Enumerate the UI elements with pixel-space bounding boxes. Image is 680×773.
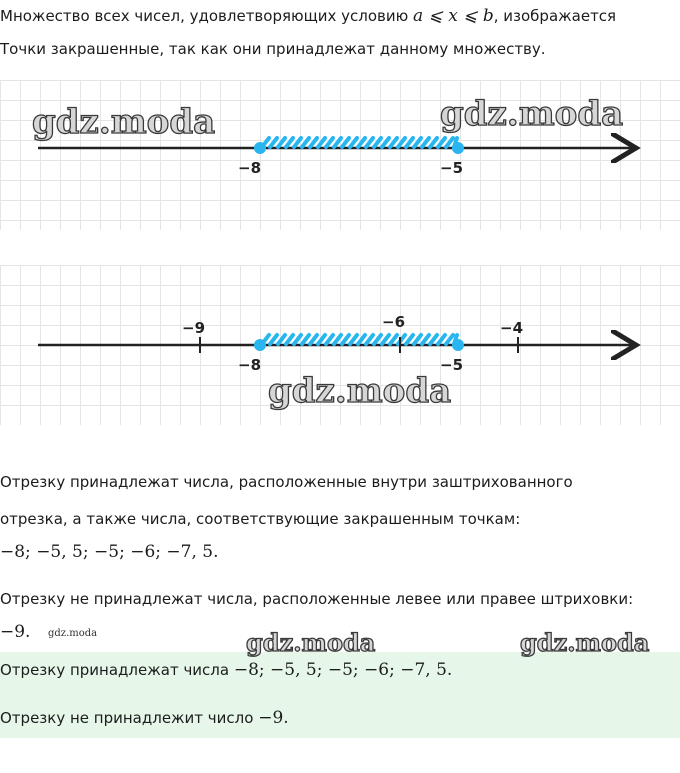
hatch-stroke — [270, 335, 277, 344]
hatch-stroke — [326, 138, 333, 147]
filled-point-minus-5 — [452, 339, 464, 351]
hatch-stroke — [430, 335, 437, 344]
filled-point-minus-8 — [254, 142, 266, 154]
hatch-stroke — [326, 335, 333, 344]
hatch-stroke — [286, 335, 293, 344]
hatch-stroke — [278, 335, 285, 344]
label-minus-6: −6 — [382, 313, 406, 331]
watermark-logo: gdz.moda — [268, 371, 452, 411]
watermark-logo: gdz.moda — [440, 94, 624, 134]
watermark-logo: gdz.moda — [520, 628, 650, 657]
hatch-stroke — [438, 138, 445, 147]
intro-line-1-end: , изображается — [493, 7, 617, 25]
hatch-stroke — [318, 335, 325, 344]
paragraph-1-numbers: −8; −5, 5; −5; −6; −7, 5. — [0, 542, 219, 562]
hatch-stroke — [342, 138, 349, 147]
answer-line-1-numbers: −8; −5, 5; −5; −6; −7, 5. — [233, 660, 453, 680]
hatched-segment-2 — [262, 335, 457, 344]
hatch-stroke — [302, 138, 309, 147]
hatch-stroke — [374, 138, 381, 147]
hatch-stroke — [334, 138, 341, 147]
hatch-stroke — [422, 335, 429, 344]
filled-point-minus-5 — [452, 142, 464, 154]
hatch-stroke — [270, 138, 277, 147]
hatch-stroke — [406, 335, 413, 344]
hatch-stroke — [350, 138, 357, 147]
intro-line-1 — [0, 6, 616, 26]
hatch-stroke — [318, 138, 325, 147]
watermark-logo: gdz.moda — [32, 102, 216, 142]
intro-line-2: Точки закрашенные, так как они принадлежат данному множеству. — [0, 40, 546, 58]
answer-line-2 — [0, 708, 289, 728]
intro-line-1-text: Множество всех чисел, удовлетворяющих условию — [0, 7, 414, 25]
hatch-stroke — [390, 335, 397, 344]
hatch-stroke — [294, 335, 301, 344]
number-line-diagram-2 — [0, 265, 680, 425]
paragraph-2: Отрезку не принадлежат числа, расположенные левее или правее штриховки: — [0, 590, 634, 608]
label-minus-4: −4 — [500, 319, 524, 337]
label-minus-9: −9 — [182, 319, 206, 337]
hatch-stroke — [406, 138, 413, 147]
hatch-stroke — [342, 335, 349, 344]
label-minus-8: −8 — [238, 356, 262, 374]
hatch-stroke — [358, 335, 365, 344]
hatch-stroke — [414, 335, 421, 344]
paragraph-1-line-2: отрезка, а также числа, соответствующие закрашенным точкам: — [0, 510, 521, 528]
hatch-stroke — [294, 138, 301, 147]
hatch-stroke — [310, 335, 317, 344]
hatch-stroke — [430, 138, 437, 147]
hatch-stroke — [366, 335, 373, 344]
hatch-stroke — [446, 335, 453, 344]
answer-line-2-number: −9. — [258, 708, 289, 728]
hatched-segment-1 — [262, 138, 457, 147]
hatch-stroke — [422, 138, 429, 147]
hatch-stroke — [350, 335, 357, 344]
hatch-stroke — [334, 335, 341, 344]
hatch-stroke — [366, 138, 373, 147]
number-line-diagram-1 — [0, 80, 680, 230]
hatch-stroke — [446, 138, 453, 147]
watermark-logo: gdz.moda — [48, 628, 98, 639]
hatch-stroke — [278, 138, 285, 147]
hatch-stroke — [390, 138, 397, 147]
label-minus-5: −5 — [440, 356, 464, 374]
hatch-stroke — [438, 335, 445, 344]
hatch-stroke — [374, 335, 381, 344]
label-minus-5: −5 — [440, 159, 464, 177]
hatch-stroke — [398, 138, 405, 147]
answer-box — [0, 652, 680, 738]
answer-line-2-text: Отрезку не принадлежит число — [0, 709, 259, 727]
hatch-stroke — [302, 335, 309, 344]
answer-line-1 — [0, 660, 452, 680]
hatch-stroke — [414, 138, 421, 147]
paragraph-2-number: −9. — [0, 622, 31, 642]
watermark-logo: gdz.moda — [246, 628, 376, 657]
hatch-stroke — [382, 138, 389, 147]
hatch-stroke — [310, 138, 317, 147]
answer-line-1-text: Отрезку принадлежат числа — [0, 661, 234, 679]
intro-condition-math: a ⩽ x ⩽ b — [413, 6, 494, 26]
paragraph-1-line-1: Отрезку принадлежат числа, расположенные внутри заштрихованного — [0, 473, 573, 491]
label-minus-8: −8 — [238, 159, 262, 177]
hatch-stroke — [286, 138, 293, 147]
filled-point-minus-8 — [254, 339, 266, 351]
hatch-stroke — [382, 335, 389, 344]
hatch-stroke — [358, 138, 365, 147]
